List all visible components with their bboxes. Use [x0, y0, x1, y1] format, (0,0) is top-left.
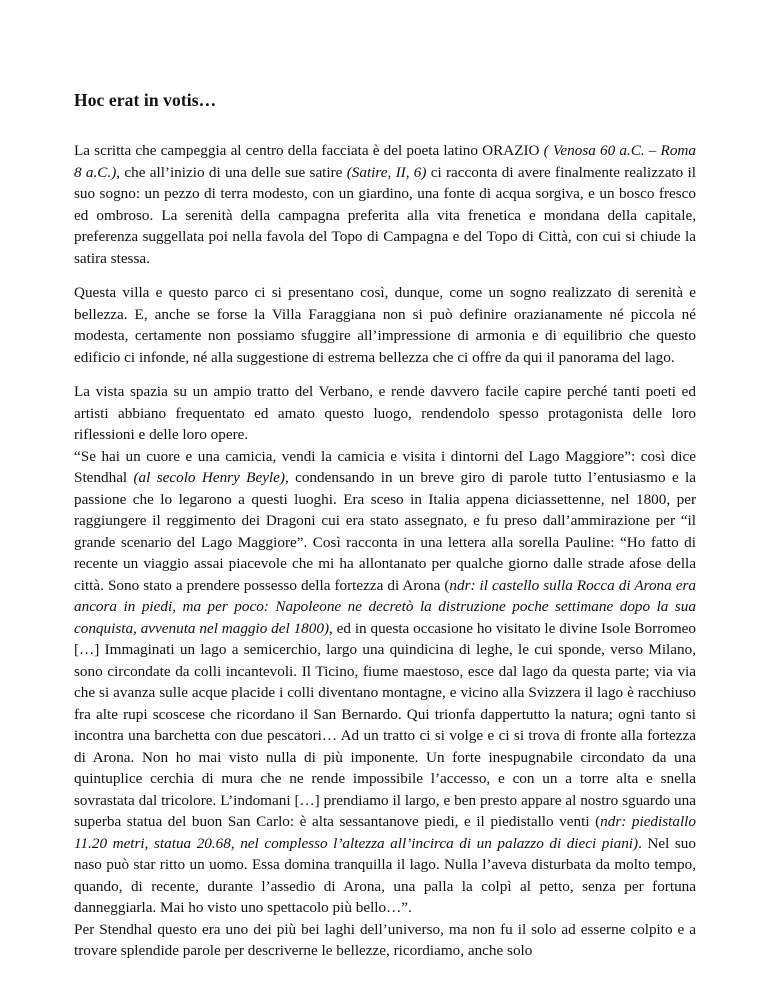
text-run: Questa villa e questo parco ci si presentano così, dunque, come un sogno realizzato di serenità e bellezza. E, anche se forse la Villa Faraggiana non si può definire orazianamente né piccola né modesta, certamente non possiamo sfuggire all’impressione di armonia e di equilibrio che questo edificio ci infonde, né alla suggestione di estrema bellezza che ci offre da qui il panorama del lago.: [74, 284, 696, 366]
text-run: , condensando in un breve giro di parole tutto l’entusiasmo e la passione che lo legarono a questi luoghi. Era sceso in Italia appena diciassettenne, nel 1800, per raggiungere il reggimento dei Dragoni cui era stato assegnato, e fu preso dall’ammirazione per “il grande scenario del Lago Maggiore”. Così racconta in una lettera alla sorella Pauline: “Ho fatto di recente un viaggio assai piacevole che mi ha allontanato per qualche giorno dalle strade afose della città. Sono stato a prendere possesso della fortezza di Arona (: [74, 469, 696, 594]
page-title: Hoc erat in votis…: [74, 90, 217, 110]
paragraph-4: [74, 446, 696, 919]
text-run: “Se hai un cuore e una camicia, vendi la camicia e visita i dintorni del Lago Maggiore”: così dice Stendhal: [74, 447, 696, 486]
text-run: ci racconta di avere finalmente realizzato il suo sogno: un pezzo di terra modesto, con un giardino, una fonte di acqua sorgiva, e un bosco fresco ed ombroso. La serenità della campagna preferita alla vita frenetica e mondana della capitale, preferenza suggellata poi nella favola del Topo di Campagna e del Topo di Città, con cui si chiude la satira stessa.: [74, 163, 696, 267]
text-run: La vista spazia su un ampio tratto del Verbano, e rende davvero facile capire perché tanti poeti ed artisti abbiano frequentato ed amato questo luogo, rendendolo spesso protagonista delle loro riflessioni e delle loro opere.: [74, 383, 696, 443]
paragraph-2: [74, 282, 696, 368]
text-run: La scritta che campeggia al centro della facciata è del poeta latino ORAZIO: [74, 142, 544, 159]
paragraph-3: [74, 381, 696, 446]
text-run: , che all’inizio di una delle sue satire: [116, 163, 347, 181]
text-run: Per Stendhal questo era uno dei più bei laghi dell’universo, ma non fu il solo ad esserne colpito e a trovare splendide parole per descriverne le bellezze, ricordiamo, anche solo: [74, 920, 696, 959]
paragraph-5: [74, 919, 696, 962]
italic-text-run: (al secolo Henry Beyle): [133, 469, 285, 486]
document-body: [74, 140, 696, 962]
italic-text-run: ( Venosa 60 a.C. – Roma 8 a.C.): [74, 142, 696, 181]
italic-text-run: ndr: piedistallo 11.20 metri, statua 20.68, nel complesso l’altezza all’incirca di un palazzo di dieci piani): [74, 813, 696, 852]
italic-text-run: (Satire, II, 6): [346, 163, 427, 181]
paragraph-1: [74, 140, 696, 269]
italic-text-run: ndr: il castello sulla Rocca di Arona era ancora in piedi, ma per poco: Napoleone ne decretò la distruzione poche settimane dopo la sua conquista, avvenuta nel maggio del 1800): [74, 576, 696, 637]
text-run: , ed in questa occasione ho visitato le divine Isole Borromeo […] Immaginati un lago a semicerchio, largo una quindicina di leghe, le cui sponde, verso Milano, sono circondate da colli incantevoli. Il Ticino, fiume maestoso, esce dal lago da questa parte; via via che si avanza sulle acque placide i colli diventano montagne, e vicino alla Svizzera il lago è racchiuso fra alte rupi scoscese che ricordano il San Bernardo. Qui trionfa dappertutto la natura; ogni tanto si incontra una barchetta con due pescatori… Ad un tratto ci si volge e ci si trova di fronte alla fortezza di Arona. Non ho mai visto nulla di più imponente. Un forte inespugnabile circondato da una quintuplice cerchia di mura che ne rende impossibile l’accesso, e con un a torre alta e snella sovrastata dal tricolore. L’indomani […] prendiamo il largo, e ben presto appare al nostro sguardo una superba statua del buon San Carlo: è alta sessantanove piedi, e il piedistallo venti (: [74, 619, 696, 830]
text-run: . Nel suo naso può star ritto un uomo. Essa domina tranquilla il lago. Nulla l’aveva disturbata da molto tempo, quando, di recente, durante l’assedio di Arona, una palla la colpì al petto, senza per fortuna danneggiarla. Mai ho visto uno spettacolo più bello…”.: [74, 834, 696, 916]
